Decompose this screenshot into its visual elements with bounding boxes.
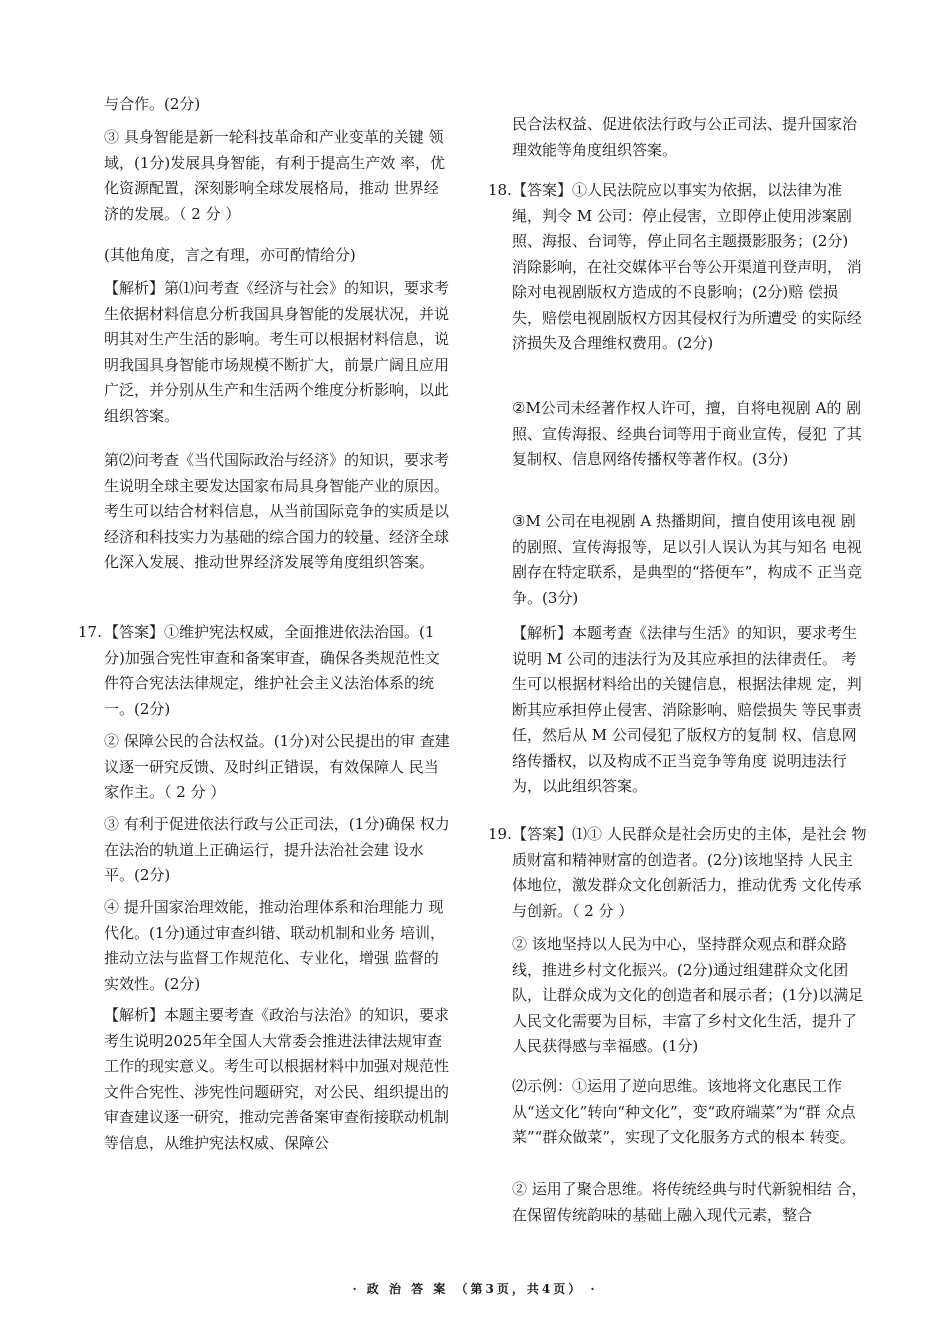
q19-answer-2: ② 该地坚持以人民为中心，坚持群众观点和群众路线，推进乡村文化振兴。(2分)通过组建群众文化团队，让群众成为文化的创造者和展示者；(1分)以满足人民文化需要为目标，丰富了乡村文化生活，提升了人民获得感与幸福感。(1分) bbox=[512, 935, 864, 1055]
q18-answer-1: 【答案】①人民法院应以事实为依据，以法律为准绳，判令 M 公司：停止侵害，立即停止使用涉案剧 照、海报、台词等，停止同名主题摄影服务；(2分) 消除影响，在社交媒体平台等公开渠道刊登声明， 消除对电视剧版权方造成的不良影响；(2分)赔 偿损失，赔偿电视剧版权方因其侵权行为所遭受 的实际经济损失及合理维权费用。(2分) bbox=[512, 181, 862, 352]
q17-answer-2: ② 保障公民的合法权益。(1分)对公民提出的审 查建议逐一研究反馈、及时纠正错误，有效保障人 民当家作主。（ 2 分 ） bbox=[104, 732, 450, 801]
q16-answer-3: ③ 具身智能是新一轮科技革命和产业变革的关键 领域，(1分)发展具身智能，有利于提高生产效 率，优化资源配置，深刻影响全球发展格局，推动 世界经济的发展。（ 2 分 ） bbox=[104, 128, 446, 223]
q18-answer-2: ②M公司未经著作权人许可，擅，自将电视剧 A的 剧照、宣传海报、经典台词等用于商业宣传，侵犯 了其复制权、信息网络传播权等著作权。(3分) bbox=[512, 399, 862, 468]
q16-note: (其他角度，言之有理，亦可酌情给分) bbox=[104, 246, 356, 264]
q19-number: 19. bbox=[488, 825, 512, 843]
q18-analysis: 【解析】本题考查《法律与生活》的知识，要求考生说明 M 公司的违法行为及其应承担的法律责任。 考生可以根据材料给出的关键信息，根据法律规 定，判断其应承担停止侵害、消除影响、赔偿损失 等民事责任，然后从 M 公司侵犯了版权方的复制 权、信息网络传播权，以及构成不正当竞争等角度 说明违法行为，以此组织答案。 bbox=[512, 624, 862, 795]
q16-analysis-1: 【解析】第⑴问考查《经济与社会》的知识，要求考生依据材料信息分析我国具身智能的发展状况，并说明其对生产生活的影响。考生可以根据材料信息，说明我国具身智能市场规模不断扩大，前景广阔且应用广泛，并分别从生产和生活两个维度分析影响，以此组织答案。 bbox=[104, 279, 450, 425]
q17-answer-4: ④ 提升国家治理效能，推动治理体系和治理能力 现代化。(1分)通过审查纠错、联动机制和业务 培训，推动立法与监督工作规范化、专业化，增强 监督的实效性。(2分) bbox=[104, 898, 446, 993]
q17-analysis-tail: 民合法权益、促进依法行政与公正司法、提升国家治理效能等角度组织答案。 bbox=[512, 115, 858, 159]
q19-answer-4: ② 运用了聚合思维。将传统经典与时代新貌相结 合，在保留传统韵味的基础上融入现代元素，整合 bbox=[512, 1180, 867, 1224]
q16-tail-text: 与合作。(2分) bbox=[104, 95, 201, 113]
q17-analysis: 【解析】本题主要考查《政治与法治》的知识，要求考生说明2025年全国人大常委会推进法律法规审查工作的现实意义。考生可以根据材料中加强对规范性文件合宪性、涉宪性问题研究，对公民、组织提出的审查建议逐一研究，推动完善备案审查衔接联动机制等信息，从维护宪法权威、保障公 bbox=[104, 1006, 450, 1152]
q17-answer-1: 【答案】①维护宪法权威，全面推进依法治国。(1分)加强合宪性审查和备案审查，确保各类规范性文件符合宪法法律规定，维护社会主义法治体系的统一。(2分) bbox=[104, 623, 440, 718]
q17-answer-3: ③ 有利于促进依法行政与公正司法，(1分)确保 权力在法治的轨道上正确运行，提升法治社会建 设水平。(2分) bbox=[104, 815, 450, 884]
q17-number: 17. bbox=[78, 623, 102, 641]
q19-answer-3: ⑵示例：①运用了逆向思维。该地将文化惠民工作从“送文化”转向“种文化”，变“政府端菜”为“群 众点菜”“群众做菜”，实现了文化服务方式的根本 转变。 bbox=[512, 1077, 856, 1146]
q18-number: 18. bbox=[488, 181, 512, 199]
page-footer: · 政 治 答 案 （第3页，共4页） · bbox=[352, 1282, 598, 1296]
q18-answer-3: ③M 公司在电视剧 A 热播期间，擅自使用该电视 剧的剧照、宣传海报等，足以引人误认为其与知名 电视剧存在特定联系，是典型的“搭便车”，构成不 正当竞争。(3分) bbox=[512, 512, 863, 607]
q19-answer-1: 【答案】⑴① 人民群众是社会历史的主体，是社会 物质财富和精神财富的创造者。(2分)该地坚持 人民主体地位，激发群众文化创新活力，推动优秀 文化传承与创新。（ 2 分 ） bbox=[512, 825, 867, 920]
q16-analysis-2: 第⑵问考查《当代国际政治与经济》的知识，要求考生说明全球主要发达国家布局具身智能产业的原因。考生可以结合材料信息，从当前国际竞争的实质是以经济和科技实力为基础的综合国力的较量、经济全球化深入发展、推动世界经济发展等角度组织答案。 bbox=[104, 451, 450, 571]
